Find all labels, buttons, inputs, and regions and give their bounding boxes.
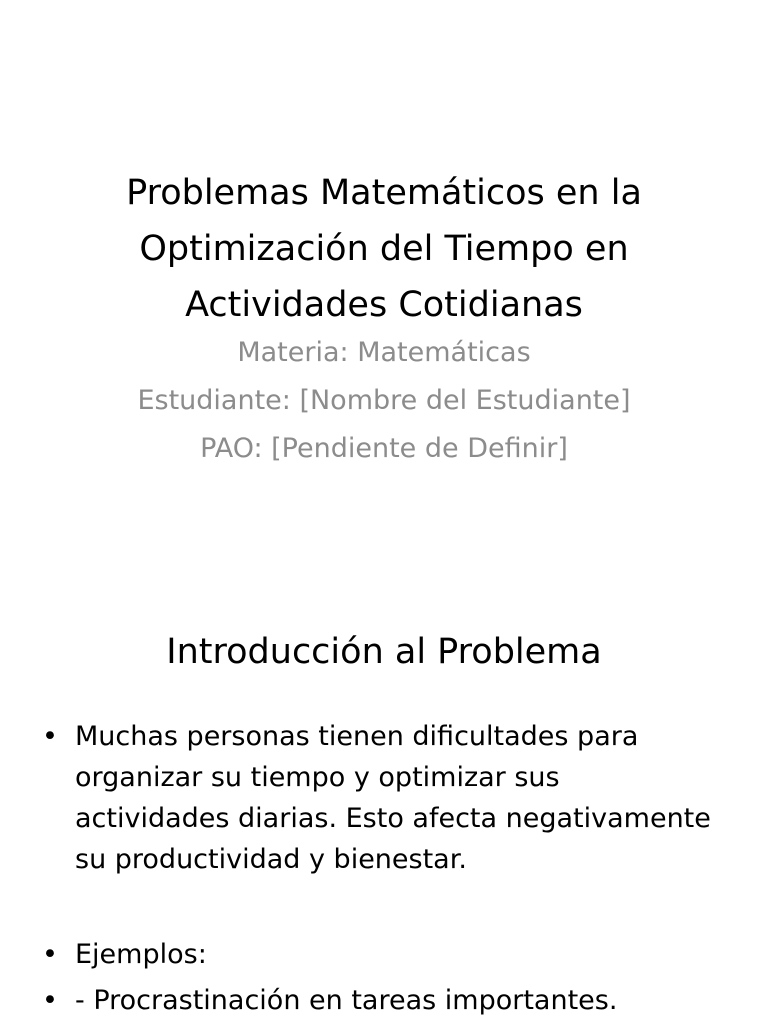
bullet-text: Muchas personas tienen dificultades para organizar su tiempo y optimizar sus actividades diarias. Esto afecta negativamente su productividad y bienestar. bbox=[75, 721, 711, 875]
bullet-text: - Procrastinación en tareas importantes. bbox=[75, 985, 618, 1016]
bullet-item bbox=[42, 980, 714, 1021]
subtitle-subject: Materia: Matemáticas bbox=[237, 337, 531, 368]
bullet-dot: • bbox=[42, 985, 58, 1016]
subtitle-student: Estudiante: [Nombre del Estudiante] bbox=[137, 385, 631, 416]
bullet-text: Ejemplos: bbox=[75, 939, 207, 970]
subtitle-pao: PAO: [Pendiente de Definir] bbox=[200, 433, 568, 464]
bullet-item bbox=[42, 934, 714, 975]
bullet-item bbox=[42, 716, 714, 880]
section-heading: Introducción al Problema bbox=[166, 632, 602, 672]
bullet-dot: • bbox=[42, 939, 58, 970]
slide-title: Problemas Matemáticos en la Optimización del Tiempo en Actividades Cotidianas bbox=[126, 173, 642, 325]
bullet-dot: • bbox=[42, 721, 58, 752]
subtitle-block bbox=[40, 329, 728, 473]
